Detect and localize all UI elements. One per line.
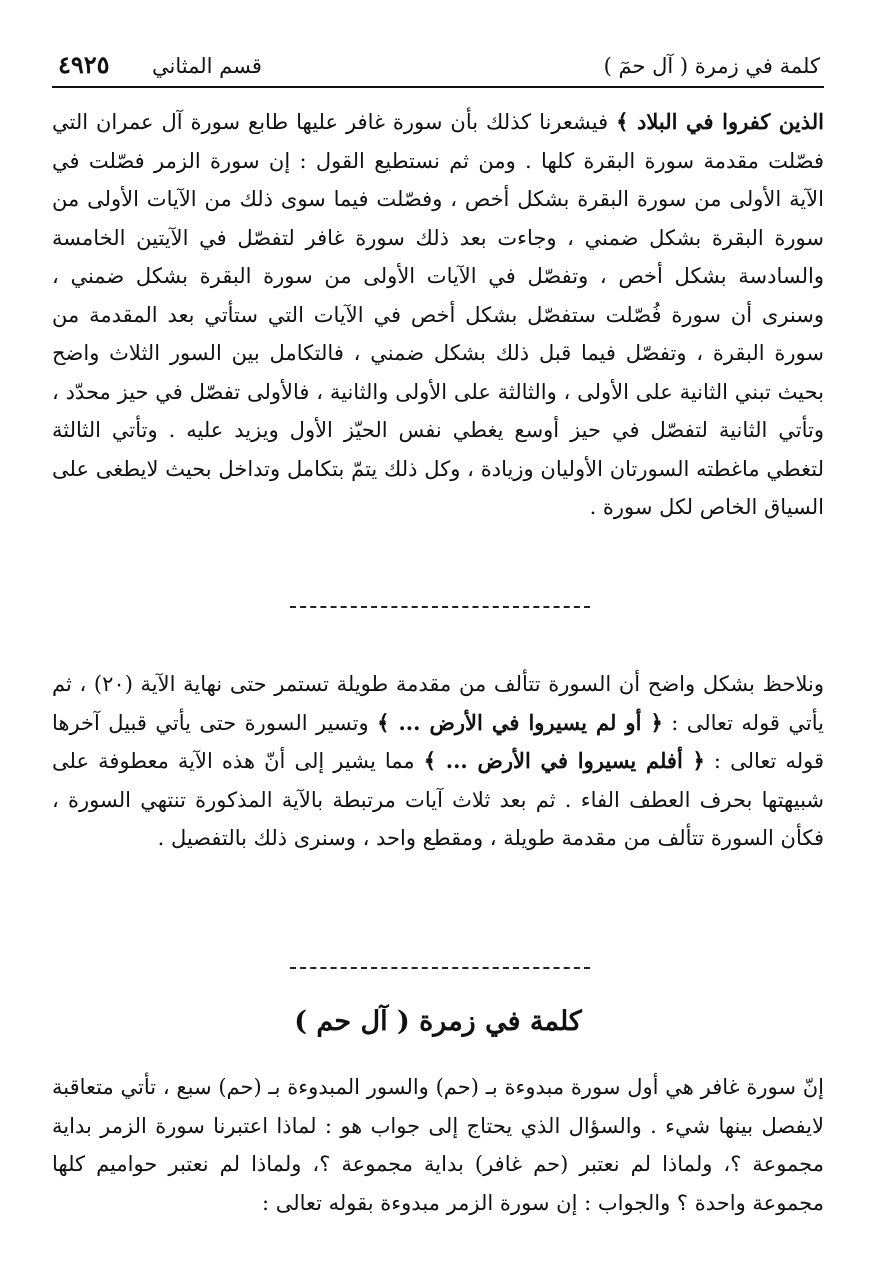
section-separator	[290, 967, 590, 969]
paragraph-text: إنّ سورة غافر هي أول سورة مبدوءة بـ (حم) والسور المبدوءة بـ (حم) سبع ، تأتي متعاقبة لايفصل بينها شيء . والسؤال الذي يحتاج إلى جواب هو : لماذا اعتبرنا سورة الزمر بداية مجموعة ؟، ولماذا لم نعتبر (حم غافر) بداية مجموعة ؟، ولماذا لم نعتبر حواميم كلها مجموعة واحدة ؟ والجواب : إن سورة الزمر مبدوءة بقوله تعالى :	[52, 1075, 824, 1215]
paragraph-text: ونلاحظ بشكل واضح أن السورة تتألف من مقدمة طويلة تستمر حتى نهاية الآية (٢٠) ، ثم يأتي قوله تعالى :	[52, 672, 824, 735]
section-name: قسم المثاني	[152, 54, 262, 78]
quran-quote: الذين كفروا في البلاد ﴾	[616, 109, 824, 134]
paragraph-2	[52, 665, 824, 858]
quran-quote: ﴿ أفلم يسيروا في الأرض ... ﴾	[423, 748, 705, 773]
running-title: كلمة في زمرة ( آل حمٓ )	[603, 54, 820, 78]
book-page	[52, 48, 824, 90]
section-heading: كلمة في زمرة ( آل حم )	[294, 1006, 582, 1037]
paragraph-3	[52, 1068, 824, 1222]
paragraph-text: فيشعرنا كذلك بأن سورة غافر عليها طابع سورة آل عمران التي فصّلت مقدمة سورة البقرة كلها . ومن ثم نستطيع القول : إن سورة الزمر فصّلت في الآية الأولى من سورة البقرة بشكل أخص ، وفصّلت فيما سوى ذلك من الآيات الأولى من سورة البقرة بشكل ضمني ، وجاءت بعد ذلك سورة غافر لتفصّل في الآيتين الخامسة والسادسة بشكل أخص ، وتفصّل في الآيات الأولى من سورة البقرة بشكل ضمني ، وسنرى أن سورة فُصّلت ستفصّل بشكل أخص في الآيات التي ستأتي بعد المقدمة من سورة البقرة ، وتفصّل فيما قبل ذلك بشكل ضمني ، فالتكامل بين السور الثلاث واضح بحيث تبني الثانية على الأولى ، والثالثة على الأولى والثانية ، فالأولى تفصّل في حيز محدّد ، وتأتي الثانية لتفصّل في حيز أوسع يغطي نفس الحيّز الأول ويزيد عليه . وتأتي الثالثة لتغطي ماغطته السورتان الأوليان وزيادة ، وكل ذلك يتمّ بتكامل وتداخل بحيث لايطغى على السياق الخاص لكل سورة .	[52, 110, 824, 519]
page-number: ٤٩٢٥	[58, 50, 110, 79]
quran-quote: ﴿ أو لم يسيروا في الأرض ... ﴾	[377, 709, 663, 735]
header-rule	[52, 86, 824, 88]
paragraph-text: وتسير السورة حتى يأتي قبيل آخرها قوله تعالى :	[52, 710, 825, 773]
paragraph-text: مما يشير إلى أنّ هذه الآية معطوفة على شبيهتها بحرف العطف الفاء . ثم بعد ثلاث آيات مرتبطة بالآية المذكورة تنتهي السورة ، فكأن السورة تتألف من مقدمة طويلة ، ومقطع واحد ، وسنرى ذلك بالتفصيل .	[52, 749, 824, 850]
paragraph-1	[52, 103, 824, 527]
section-separator	[290, 606, 590, 608]
page-header	[52, 48, 824, 90]
